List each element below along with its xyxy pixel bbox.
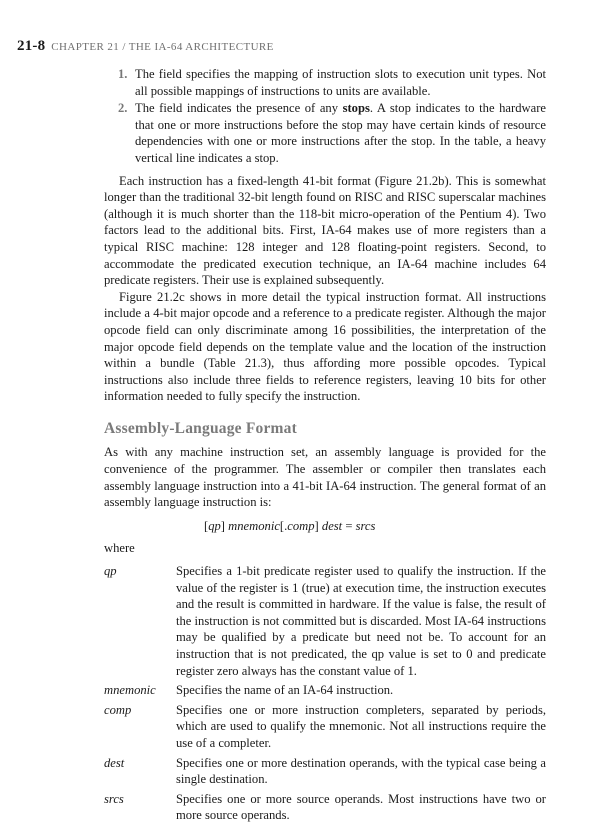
format-srcs: srcs <box>352 518 376 533</box>
definition-term: qp <box>104 564 117 579</box>
note-text-after: . A stop indicates to the hardware that one or more instructions before the stop may have certain kinds of resource dependencies with one or more instructions after the stop. In the table, a heavy vertical line indicates a stop. <box>135 101 546 165</box>
note-number: 2. <box>118 101 128 116</box>
bracket: ] <box>220 518 225 533</box>
definition-text: Specifies a 1-bit predicate register used to qualify the instruction. If the value of the register is 1 (true) at execution time, the instruction executes and the result is committed in hardware. If the value is false, the result of the instruction is not committed but is discarded. Most IA-64 instructions may be qualified by a predicate but need not be. To account for an instruction that is not predicated, the qp value is set to 0 and predicate register zero always has the constant value of 1. <box>176 564 546 678</box>
paragraph-instruction-format: Figure 21.2c shows in more detail the typical instruction format. All instructions include a 4-bit major opcode and a reference to a predicate register. Although the major opcode field can only discriminate among 16 possibilities, the interpretation of the major opcode field depends on the template value and the location of the instruction within a bundle (Table 21.3), thus affording more possible opcodes. Typical instructions also include three fields to reference registers, leaving 10 bits for other information needed to fully specify the instruction. <box>104 289 546 404</box>
definition-row <box>104 682 546 702</box>
page-body <box>104 66 546 827</box>
format-mnemonic: mnemonic <box>225 518 280 533</box>
section-heading: Assembly-Language Format <box>104 419 297 437</box>
paragraph-instruction-length: Each instruction has a fixed-length 41-bit format (Figure 21.2b). This is somewhat longer than the traditional 32-bit length found on RISC and RISC superscalar machines (although it is much shorter than the 118-bit micro-operation of the Pentium 4). Two factors lead to the additional bits. First, IA-64 makes use of more registers than a typical RISC machine: 128 integer and 128 floating-point registers. Second, to accommodate the predicated execution technique, an IA-64 machine includes 64 predicate registers. Their use is explained subsequently. <box>104 173 546 288</box>
bracket: [. <box>279 518 288 533</box>
definition-term: dest <box>104 755 125 770</box>
definition-text: Specifies one or more source operands. Most instructions have two or more source operands. <box>176 791 546 823</box>
page-number: 21-8 <box>17 38 46 54</box>
note-text-before: The field indicates the presence of any <box>135 101 343 116</box>
format-equals: = <box>345 518 353 533</box>
assembly-format-line <box>204 518 546 535</box>
bracket: [ <box>204 518 209 533</box>
format-dest: dest <box>318 518 346 533</box>
note-item <box>104 66 546 99</box>
definition-text: Specifies one or more destination operands, with the typical case being a single destination. <box>176 755 546 787</box>
definition-row <box>104 755 546 791</box>
template-field-notes <box>104 66 546 167</box>
note-text: The field specifies the mapping of instruction slots to execution unit types. Not all possible mappings of instructions to units are available. <box>135 67 546 98</box>
definition-term: srcs <box>104 791 124 806</box>
format-comp: comp <box>287 518 315 533</box>
definition-list <box>104 563 546 827</box>
definition-text: Specifies one or more instruction completers, separated by periods, which are used to qualify the mnemonic. Not all instructions require the use of a completer. <box>176 702 546 750</box>
chapter-title: CHAPTER 21 / THE IA-64 ARCHITECTURE <box>51 41 274 53</box>
format-qp: qp <box>208 518 221 533</box>
definition-term: comp <box>104 702 132 717</box>
definition-text: Specifies the name of an IA-64 instruction. <box>176 683 394 698</box>
definition-row <box>104 791 546 827</box>
note-item <box>104 100 546 166</box>
definition-row <box>104 563 546 682</box>
definition-term: mnemonic <box>104 683 156 698</box>
definition-row <box>104 702 546 755</box>
section-intro: As with any machine instruction set, an assembly language is provided for the convenience of the programmer. The assembler or compiler then translates each assembly language instruction into a 41-bit IA-64 instruction. The general format of an assembly language instruction is: <box>104 445 546 510</box>
bracket: ] <box>314 518 319 533</box>
stops-term: stops <box>342 101 370 116</box>
running-header <box>17 37 274 55</box>
where-label: where <box>104 541 135 556</box>
note-number: 1. <box>118 67 128 81</box>
